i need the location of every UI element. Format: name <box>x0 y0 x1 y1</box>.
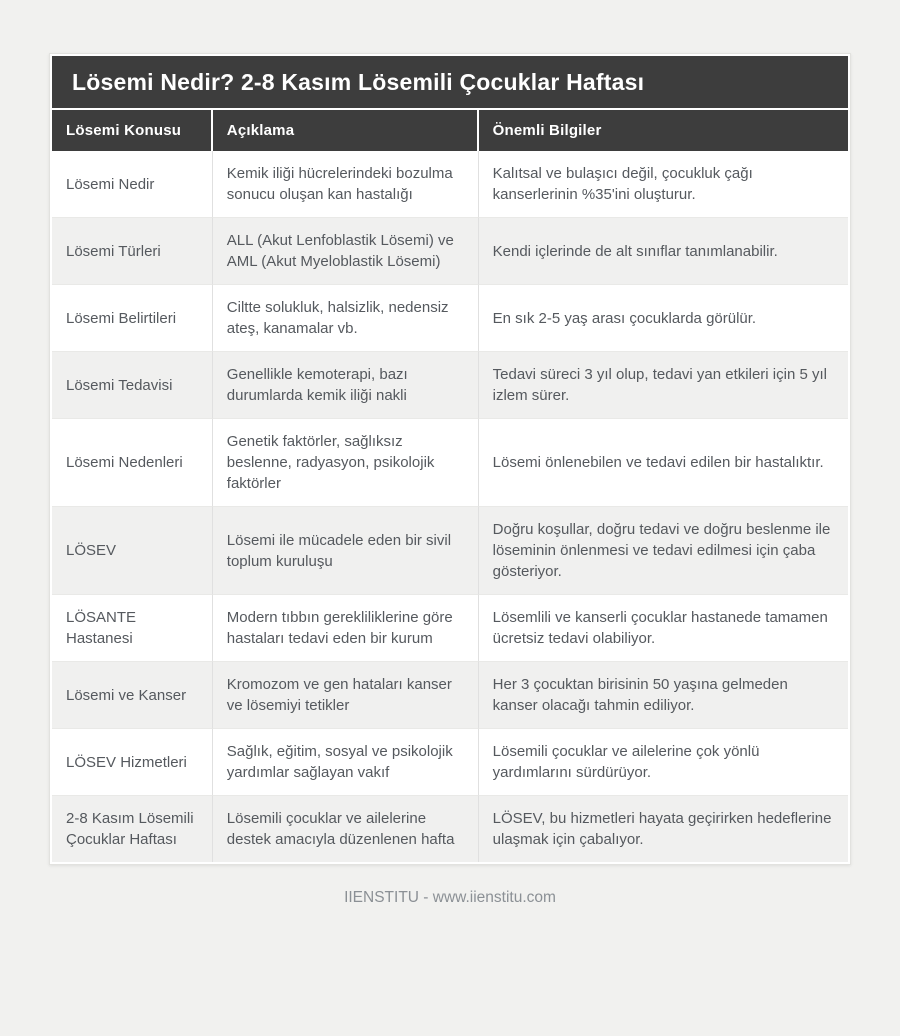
description-cell: Ciltte solukluk, halsizlik, nedensiz ateş, kanamalar vb. <box>213 284 479 351</box>
description-cell: Sağlık, eğitim, sosyal ve psikolojik yardımlar sağlayan vakıf <box>213 728 479 795</box>
footer-credit: IIENSTITU - www.iienstitu.com <box>344 889 556 906</box>
topic-cell: Lösemi Nedenleri <box>52 418 213 506</box>
table-body <box>52 151 848 862</box>
table-row <box>52 151 848 217</box>
description-cell: Lösemili çocuklar ve ailelerine destek amacıyla düzenlenen hafta <box>213 795 479 862</box>
table-row <box>52 795 848 862</box>
table-row <box>52 418 848 506</box>
info-cell: Lösemili çocuklar ve ailelerine çok yönlü yardımlarını sürdürüyor. <box>479 728 848 795</box>
topic-cell: Lösemi Türleri <box>52 217 213 284</box>
info-cell: En sık 2-5 yaş arası çocuklarda görülür. <box>479 284 848 351</box>
column-header-info: Önemli Bilgiler <box>479 110 848 151</box>
description-cell: Kemik iliği hücrelerindeki bozulma sonucu oluşan kan hastalığı <box>213 151 479 217</box>
description-cell: Genellikle kemoterapi, bazı durumlarda kemik iliği nakli <box>213 351 479 418</box>
leukemia-info-card <box>49 53 851 865</box>
table-row <box>52 284 848 351</box>
header-row <box>52 110 848 151</box>
topic-cell: LÖSANTE Hastanesi <box>52 594 213 661</box>
column-header-topic: Lösemi Konusu <box>52 110 213 151</box>
table-row <box>52 217 848 284</box>
table-row <box>52 506 848 594</box>
leukemia-table <box>52 110 848 862</box>
topic-cell: Lösemi ve Kanser <box>52 661 213 728</box>
table-header <box>52 110 848 151</box>
info-cell: LÖSEV, bu hizmetleri hayata geçirirken hedeflerine ulaşmak için çabalıyor. <box>479 795 848 862</box>
info-cell: Kalıtsal ve bulaşıcı değil, çocukluk çağı kanserlerinin %35'ini oluşturur. <box>479 151 848 217</box>
table-row <box>52 351 848 418</box>
topic-cell: LÖSEV <box>52 506 213 594</box>
info-cell: Doğru koşullar, doğru tedavi ve doğru beslenme ile löseminin önlenmesi ve tedavi edilmesi için çaba gösteriyor. <box>479 506 848 594</box>
table-row <box>52 728 848 795</box>
topic-cell: Lösemi Nedir <box>52 151 213 217</box>
topic-cell: LÖSEV Hizmetleri <box>52 728 213 795</box>
column-header-description: Açıklama <box>213 110 479 151</box>
description-cell: Genetik faktörler, sağlıksız beslenne, radyasyon, psikolojik faktörler <box>213 418 479 506</box>
topic-cell: Lösemi Tedavisi <box>52 351 213 418</box>
info-cell: Kendi içlerinde de alt sınıflar tanımlanabilir. <box>479 217 848 284</box>
page-title: Lösemi Nedir? 2-8 Kasım Lösemili Çocuklar Haftası <box>52 56 848 108</box>
description-cell: Lösemi ile mücadele eden bir sivil toplum kuruluşu <box>213 506 479 594</box>
info-cell: Lösemi önlenebilen ve tedavi edilen bir hastalıktır. <box>479 418 848 506</box>
topic-cell: Lösemi Belirtileri <box>52 284 213 351</box>
table-row <box>52 661 848 728</box>
info-cell: Tedavi süreci 3 yıl olup, tedavi yan etkileri için 5 yıl izlem sürer. <box>479 351 848 418</box>
info-cell: Lösemlili ve kanserli çocuklar hastanede tamamen ücretsiz tedavi olabiliyor. <box>479 594 848 661</box>
topic-cell: 2-8 Kasım Lösemili Çocuklar Haftası <box>52 795 213 862</box>
description-cell: Modern tıbbın gerekliliklerine göre hastaları tedavi eden bir kurum <box>213 594 479 661</box>
description-cell: Kromozom ve gen hataları kanser ve lösemiyi tetikler <box>213 661 479 728</box>
table-row <box>52 594 848 661</box>
description-cell: ALL (Akut Lenfoblastik Lösemi) ve AML (Akut Myeloblastik Lösemi) <box>213 217 479 284</box>
info-cell: Her 3 çocuktan birisinin 50 yaşına gelmeden kanser olacağı tahmin ediliyor. <box>479 661 848 728</box>
